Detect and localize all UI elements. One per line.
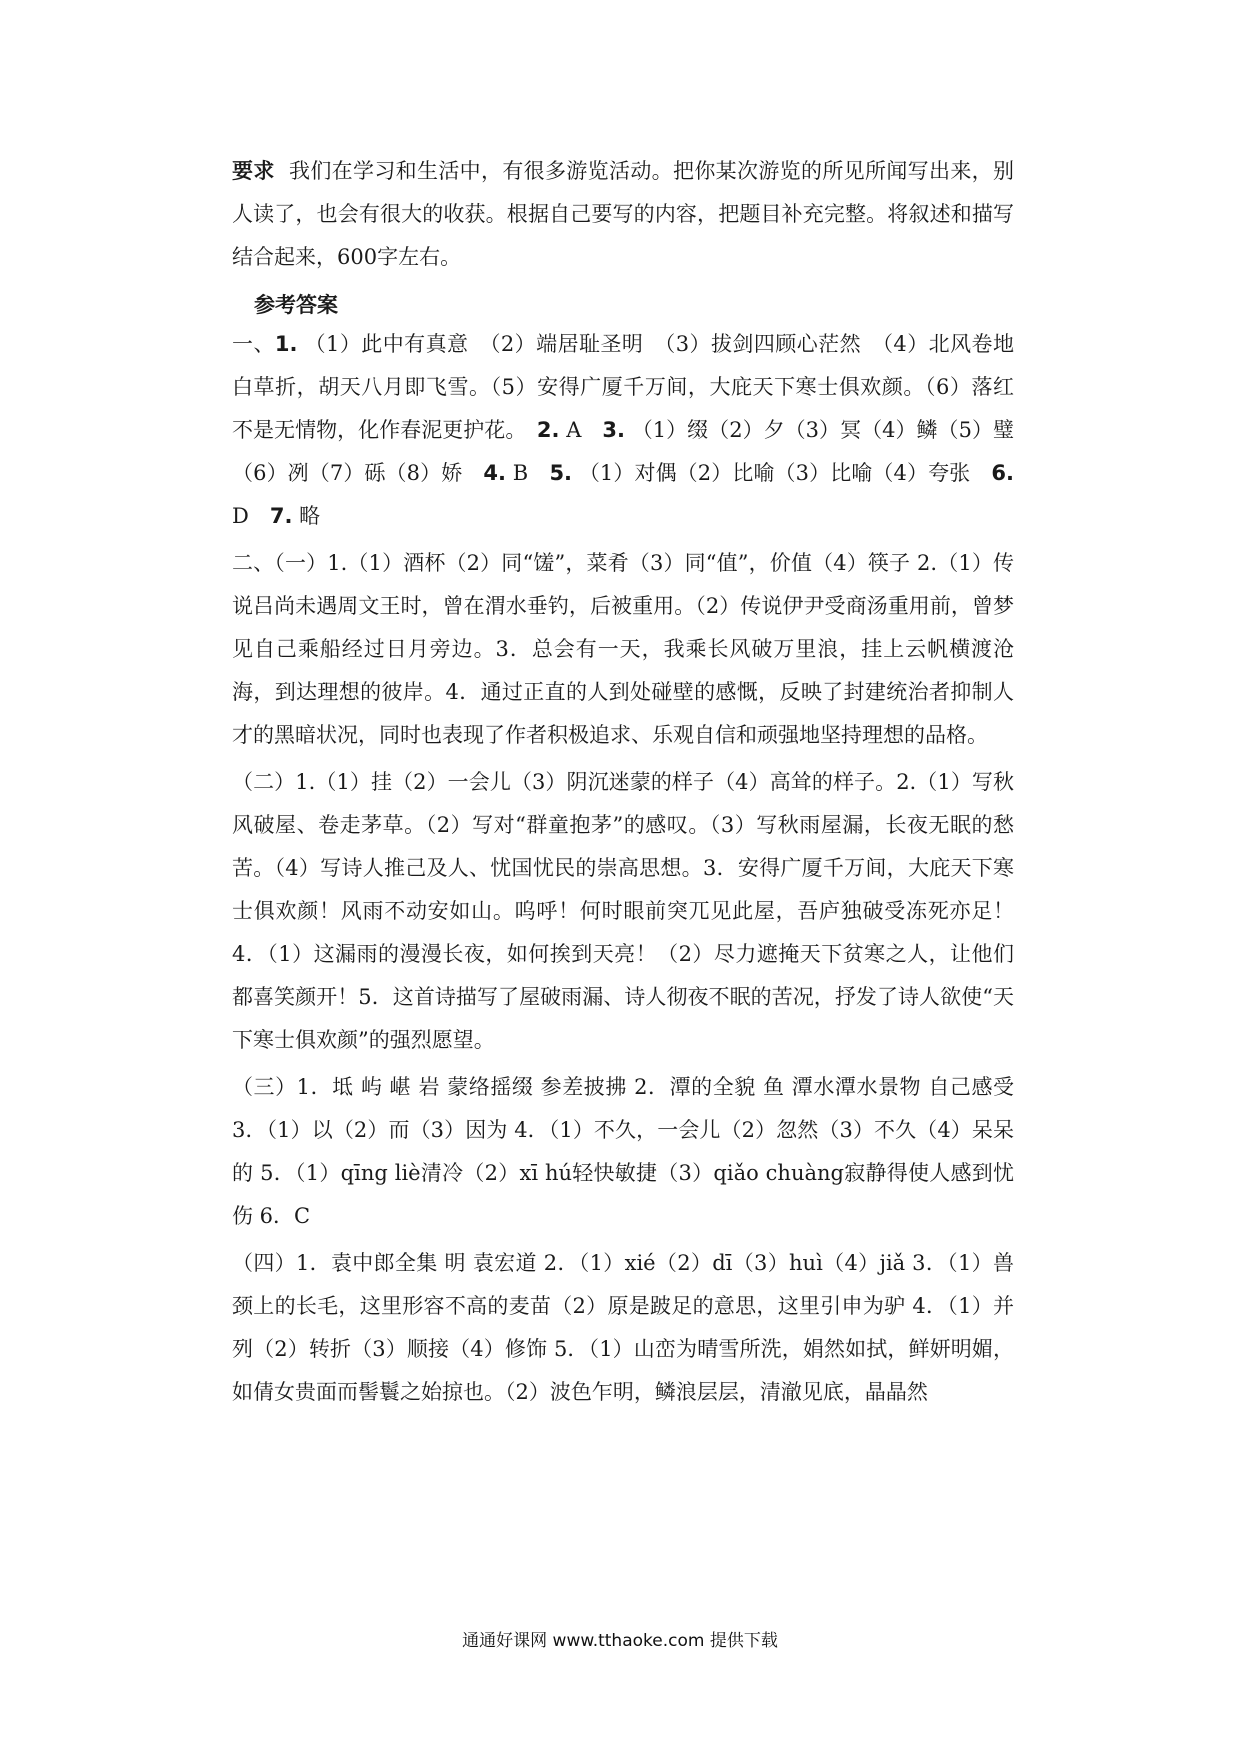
requirement-text: 我们在学习和生活中，有很多游览活动。把你某次游览的所见所闻写出来，别人读了，也会有很大的收获。根据自己要写的内容，把题目补充完整。将叙述和描写结合起来，600字左右。 xyxy=(232,159,1015,269)
section-2-part-1: 二、（一）1.（1）酒杯（2）同“馐”，菜肴（3）同“值”，价值（4）筷子 2.（1）传说吕尚未遇周文王时，曾在渭水垂钓，后被重用。（2）传说伊尹受商汤重用前，曾梦见自己乘船经过日月旁边。3．总会有一天，我乘长风破万里浪，挂上云帆横渡沧海，到达理想的彼岸。4．通过正直的人到处碰壁的感慨，反映了封建统治者抑制人才的黑暗状况，同时也表现了作者积极追求、乐观自信和顽强地坚持理想的品格。 xyxy=(232,551,1014,747)
q3-answer: （1）缀（2）夕（3）冥（4）鳞（5）璧（6）冽（7）砾（8）娇 xyxy=(232,418,1014,485)
q6-answer: D xyxy=(232,504,249,528)
answers-heading: 参考答案 xyxy=(254,293,338,317)
q1-number: 1. xyxy=(274,332,298,356)
q4-number: 4. xyxy=(483,461,507,485)
q4-answer: B xyxy=(512,461,529,485)
q5-number: 5. xyxy=(549,461,573,485)
q7-answer: 略 xyxy=(299,504,321,528)
document-body xyxy=(232,150,1014,1414)
section-1-prefix: 一、 xyxy=(232,332,275,356)
requirement-paragraph xyxy=(232,150,1014,279)
q7-number: 7. xyxy=(269,504,293,528)
section-2-part-3: （三）1．坻 屿 嵁 岩 蒙络摇缀 参差披拂 2．潭的全貌 鱼 潭水潭水景物 自己感受 3．（1）以（2）而（3）因为 4．（1）不久，一会儿（2）忽然（3）不久（4）呆呆的 5．（1）qīng liè清冷（2）xī hú轻快敏捷（3）qiǎo chuàng寂静得使人感到忧伤 6．C xyxy=(232,1075,1014,1228)
page-footer: 通通好课网 www.tthaoke.com 提供下载 xyxy=(462,1631,778,1651)
requirement-label: 要求 xyxy=(232,159,275,183)
section-2-part-2: （二）1.（1）挂（2）一会儿（3）阴沉迷蒙的样子（4）高耸的样子。2.（1）写秋风破屋、卷走茅草。（2）写对“群童抱茅”的感叹。（3）写秋雨屋漏，长夜无眠的愁苦。（4）写诗人推己及人、忧国忧民的崇高思想。3．安得广厦千万间，大庇天下寒士俱欢颜！风雨不动安如山。呜呼！何时眼前突兀见此屋，吾庐独破受冻死亦足！4．（1）这漏雨的漫漫长夜，如何挨到天亮！（2）尽力遮掩天下贫寒之人，让他们都喜笑颜开！5．这首诗描写了屋破雨漏、诗人彻夜不眠的苦况，抒发了诗人欲使“天下寒士俱欢颜”的强烈愿望。 xyxy=(232,770,1014,1052)
q5-answer: （1）对偶（2）比喻（3）比喻（4）夸张 xyxy=(578,461,971,485)
q2-number: 2. xyxy=(536,418,560,442)
section-1-answers xyxy=(232,323,1014,538)
q3-number: 3. xyxy=(602,418,626,442)
section-2-part-4: （四）1．袁中郎全集 明 袁宏道 2．（1）xié（2）dī（3）huì（4）jiǎ 3．（1）兽颈上的长毛，这里形容不高的麦苗（2）原是跛足的意思，这里引申为驴 4．（1）并列（2）转折（3）顺接（4）修饰 5．（1）山峦为晴雪所洗，娟然如拭，鲜妍明媚，如倩女贵面而髻鬟之始掠也。（2）波色乍明，鳞浪层层，清澈见底，晶晶然 xyxy=(232,1251,1014,1404)
q2-answer: A xyxy=(566,418,582,442)
q6-number: 6. xyxy=(991,461,1014,485)
q1-answer: （1）此中有真意 （2）端居耻圣明 （3）拔剑四顾心茫然 （4）北风卷地白草折，胡天八月即飞雪。（5）安得广厦千万间，大庇天下寒士俱欢颜。（6）落红不是无情物，化作春泥更护花。 xyxy=(232,332,1014,442)
